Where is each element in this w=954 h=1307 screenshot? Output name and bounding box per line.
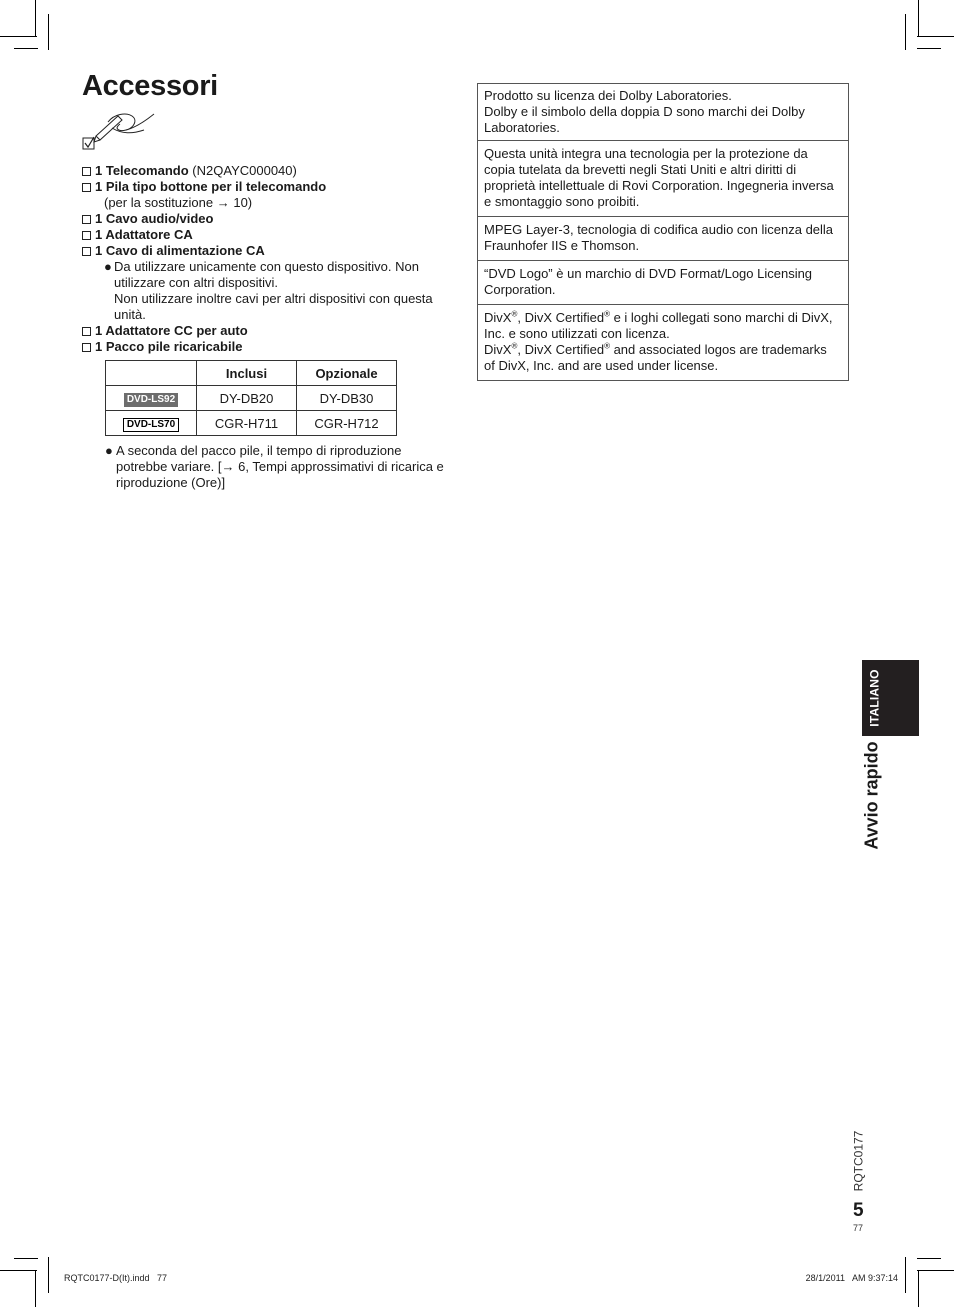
crop-mark xyxy=(917,48,941,49)
list-item: 1 Pila tipo bottone per il telecomando xyxy=(82,179,462,195)
crop-mark xyxy=(905,14,906,50)
checklist-pen-icon xyxy=(82,110,158,152)
crop-mark xyxy=(35,0,36,37)
accessories-list xyxy=(82,163,462,355)
crop-mark xyxy=(0,1270,37,1271)
list-item: 1 Telecomando (N2QAYC000040) xyxy=(82,163,462,179)
page-number: 5 xyxy=(853,1200,864,1221)
header-optional: Opzionale xyxy=(297,361,397,386)
pack-note: ● A seconda del pacco pile, il tempo di riproduzione potrebbe variare. [→ 6, Tempi approssimativi di ricarica e riproduzione (Ore)] xyxy=(105,443,444,490)
bullet-icon: ● xyxy=(104,259,112,274)
checkbox-icon xyxy=(82,247,91,256)
crop-mark xyxy=(14,48,38,49)
license-notices xyxy=(477,83,849,381)
language-tab-label: ITALIANO xyxy=(868,669,882,727)
table-row: DVD-LS92 DY-DB20 DY-DB30 xyxy=(106,386,397,411)
crop-mark xyxy=(35,1270,36,1307)
checkbox-icon xyxy=(82,167,91,176)
checkbox-icon xyxy=(82,231,91,240)
header-included: Inclusi xyxy=(197,361,297,386)
checkbox-icon xyxy=(82,327,91,336)
page-title: Accessori xyxy=(82,70,218,102)
page-number-small: 77 xyxy=(853,1223,864,1233)
table-header-row xyxy=(106,361,397,386)
note-line: unità. xyxy=(114,307,146,322)
battery-pack-table xyxy=(105,360,397,436)
list-item: 1 Cavo audio/video xyxy=(82,211,462,227)
crop-mark xyxy=(917,1270,954,1271)
crop-mark xyxy=(0,36,37,37)
crop-mark xyxy=(917,36,954,37)
crop-mark xyxy=(48,14,49,50)
list-item: 1 Adattatore CC per auto xyxy=(82,323,462,339)
crop-mark xyxy=(48,1257,49,1293)
license-dolby: Prodotto su licenza dei Dolby Laboratories. Dolby e il simbolo della doppia D sono marchi dei Dolby Laboratories. xyxy=(478,84,848,141)
footer-timestamp: 28/1/2011 AM 9:37:14 xyxy=(805,1273,898,1283)
list-item: 1 Cavo di alimentazione CA xyxy=(82,243,462,259)
list-item: 1 Adattatore CA xyxy=(82,227,462,243)
license-mpeg: MPEG Layer-3, tecnologia di codifica audio con licenza della Fraunhofer IIS e Thomson. xyxy=(478,217,848,261)
bullet-icon: ● xyxy=(105,443,113,458)
note-line: utilizzare con altri dispositivi. xyxy=(114,275,279,290)
crop-mark xyxy=(14,1258,38,1259)
crop-mark xyxy=(918,0,919,37)
crop-mark xyxy=(918,1270,919,1307)
bullet-note: ● Da utilizzare unicamente con questo dispositivo. Non xyxy=(104,259,419,274)
list-item-note: (per la sostituzione → 10) xyxy=(104,195,253,210)
crop-mark xyxy=(917,1258,941,1259)
footer-filename: RQTC0177-D(It).indd 77 xyxy=(64,1273,168,1283)
section-title: Avvio rapido xyxy=(861,740,882,850)
license-dvd-logo: “DVD Logo” è un marchio di DVD Format/Logo Licensing Corporation. xyxy=(478,261,848,305)
license-divx: DivX®, DivX Certified® e i loghi collegati sono marchi di DivX, Inc. e sono utilizzati con licenza. DivX®, DivX Certified® and associated logos are trademarks of DivX, Inc. and are used under license. xyxy=(484,309,833,373)
model-badge: DVD-LS92 xyxy=(124,393,178,407)
model-badge: DVD-LS70 xyxy=(123,418,179,432)
table-row: DVD-LS70 CGR-H711 CGR-H712 xyxy=(106,411,397,436)
license-rovi: Questa unità integra una tecnologia per la protezione da copia tutelata da brevetti negli Stati Uniti e altri diritti di proprietà intellettuale di Rovi Corporation. Ingegneria inversa e smontaggio sono proibiti. xyxy=(478,141,848,217)
checkbox-icon xyxy=(82,183,91,192)
document-code: RQTC0177 xyxy=(851,1130,866,1192)
crop-mark xyxy=(905,1257,906,1293)
checkbox-icon xyxy=(82,343,91,352)
list-item: 1 Pacco pile ricaricabile xyxy=(82,339,462,355)
checkbox-icon xyxy=(82,215,91,224)
note-line: Non utilizzare inoltre cavi per altri dispositivi con questa xyxy=(114,291,433,306)
